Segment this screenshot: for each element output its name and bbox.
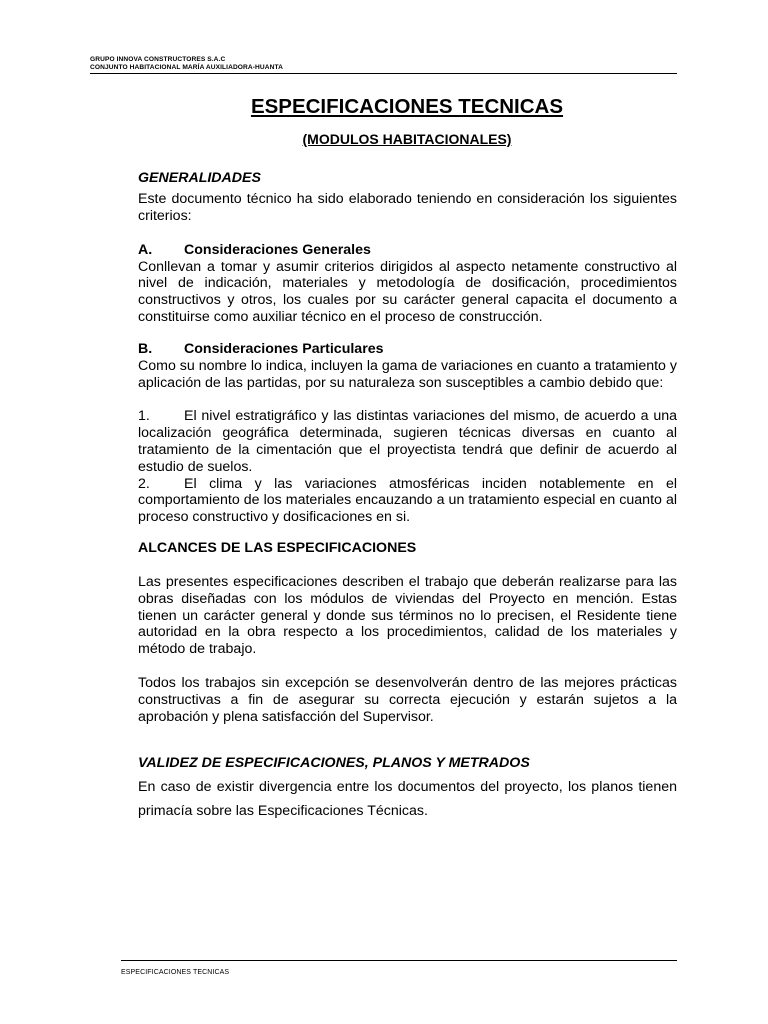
page-header: [90, 56, 677, 72]
alcances-heading: ALCANCES DE LAS ESPECIFICACIONES: [138, 539, 417, 556]
document-body: [138, 170, 677, 823]
validez-heading: VALIDEZ DE ESPECIFICACIONES, PLANOS Y METRADOS: [138, 755, 530, 772]
header-project: CONJUNTO HABITACIONAL MARÍA AUXILIADORA-HUANTA: [90, 64, 283, 71]
page-footer: [121, 960, 677, 976]
list-item-text: El nivel estratigráfico y las distintas variaciones del mismo, de acuerdo a una localización geográfica determinada, sugieren técnicas diversas en cuanto al tratamiento de la cimentación que el proyectista tendrá que definir de acuerdo al estudio de suelos.: [138, 408, 677, 475]
generalidades-heading: GENERALIDADES: [138, 170, 261, 186]
alcances-paragraph-2: Todos los trabajos sin excepción se desenvolverán dentro de las mejores prácticas constructivas a fin de asegurar su correcta ejecución y estarán sujetos a la aprobación y plena satisfacción del Supervisor.: [138, 674, 677, 725]
section-b-text: Como su nombre lo indica, incluyen la gama de variaciones en cuanto a tratamiento y aplicación de las partidas, por su naturaleza son susceptibles a cambio debido que:: [138, 357, 677, 391]
generalidades-intro: Este documento técnico ha sido elaborado teniendo en consideración los siguientes criterios:: [138, 191, 677, 224]
list-item: [138, 408, 677, 475]
section-a-title: Consideraciones Generales: [184, 241, 371, 258]
section-b-letter: B.: [138, 340, 153, 357]
footer-rule: [121, 960, 677, 961]
list-item-text: El clima y las variaciones atmosféricas inciden notablemente en el comportamiento de los materiales encauzando a un tratamiento especial en cuanto al proceso constructivo y dosificaciones en si.: [138, 475, 677, 526]
footer-text: ESPECIFICACIONES TECNICAS: [121, 969, 230, 976]
validez-text: En caso de existir divergencia entre los documentos del proyecto, los planos tienen primacía sobre las Especificaciones Técnicas.: [138, 779, 677, 820]
section-a-heading: [138, 242, 677, 259]
section-a-text: Conllevan a tomar y asumir criterios dirigidos al aspecto netamente constructivo al nivel de indicación, materiales y metodología de dosificación, procedimientos constructivos y otros, los cuales por su carácter general capacita el documento a constituirse como auxiliar técnico en el proceso de construcción.: [138, 258, 677, 325]
list-item: [138, 476, 677, 526]
header-company: GRUPO INNOVA CONSTRUCTORES S.A.C: [90, 56, 226, 63]
header-rule: [90, 73, 677, 74]
section-a-letter: A.: [138, 241, 153, 258]
list-item-number: 1.: [138, 408, 150, 425]
document-subtitle: (MODULOS HABITACIONALES): [302, 131, 512, 147]
section-b-heading: [138, 341, 677, 358]
section-b-title: Consideraciones Particulares: [184, 340, 384, 357]
list-item-number: 2.: [138, 475, 150, 492]
document-title: ESPECIFICACIONES TECNICAS: [250, 95, 564, 118]
alcances-paragraph-1: Las presentes especificaciones describen el trabajo que deberán realizarse para las obras diseñadas con los módulos de viviendas del Proyecto en mención. Estas tienen un carácter general y donde sus términos no lo precisen, el Residente tiene autoridad en la obra respecto a los procedimientos, calidad de los materiales y método de trabajo.: [138, 573, 677, 658]
